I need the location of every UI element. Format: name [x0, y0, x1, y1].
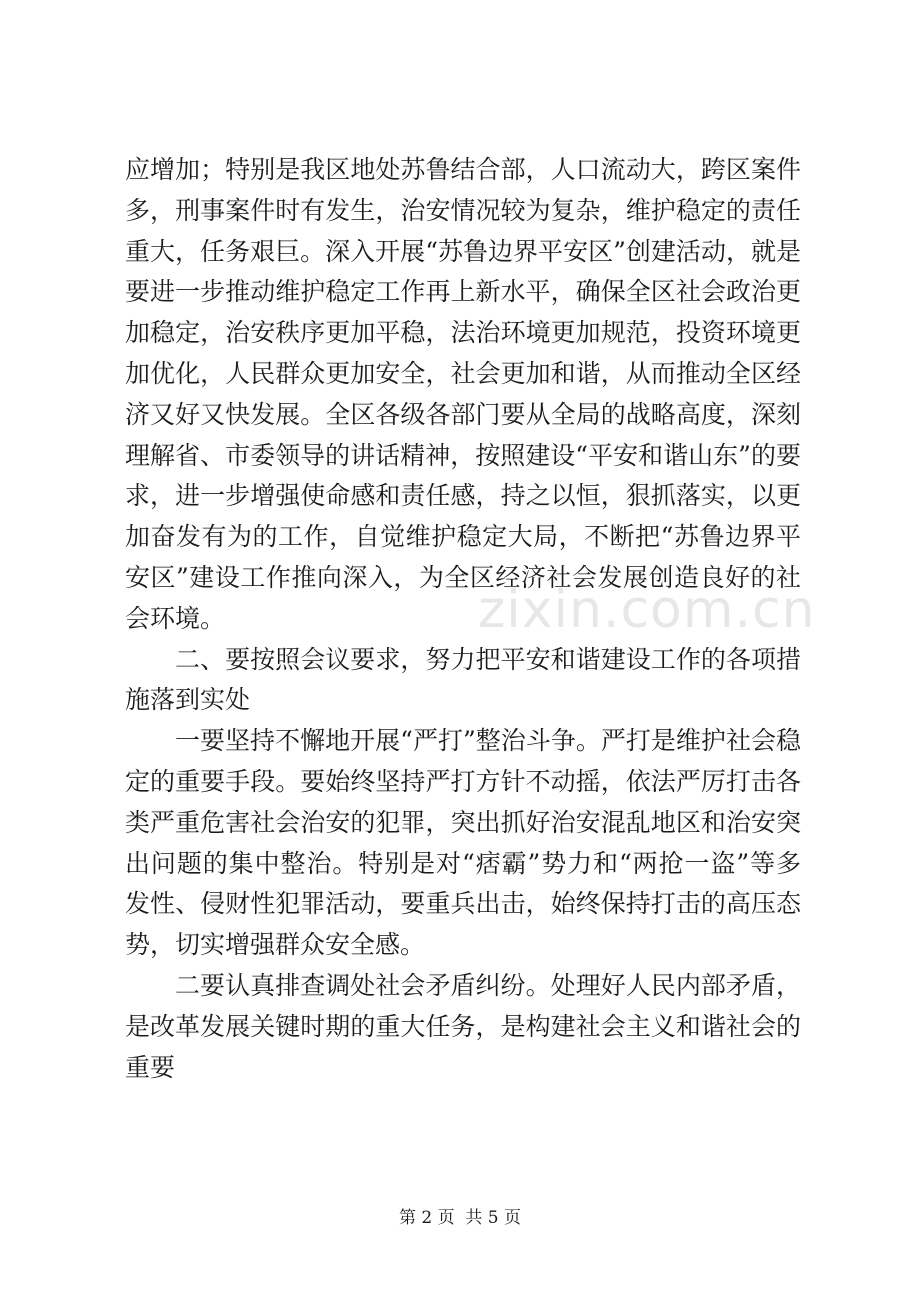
paragraph-3: 一要坚持不懈地开展“严打”整治斗争。严打是维护社会稳定的重要手段。要始终坚持严打方针不动摇，依法严厉打击各类严重危害社会治安的犯罪，突出抓好治安混乱地区和治安突出问题的集中整治。特别是对“痞霸”势力和“两抢一盗”等多发性、侵财性犯罪活动，要重兵出击，始终保持打击的高压态势，切实增强群众安全感。: [125, 726, 801, 960]
section-heading: 二、要按照会议要求，努力把平安和谐建设工作的各项措施落到实处: [125, 644, 801, 715]
page-footer: 第 2 页 共 5 页: [398, 1208, 522, 1228]
document-body: [125, 150, 801, 1088]
watermark: zixin.com.cn: [478, 580, 816, 640]
paragraph-4: 二要认真排查调处社会矛盾纠纷。处理好人民内部矛盾，是改革发展关键时期的重大任务，是构建社会主义和谐社会的重要: [125, 970, 801, 1082]
paragraph-1: 应增加；特别是我区地处苏鲁结合部，人口流动大，跨区案件多，刑事案件时有发生，治安情况较为复杂，维护稳定的责任重大，任务艰巨。深入开展“苏鲁边界平安区”创建活动，就是要进一步推动维护稳定工作再上新水平，确保全区社会政治更加稳定，治安秩序更加平稳，法治环境更加规范，投资环境更加优化，人民群众更加安全，社会更加和谐，从而推动全区经济又好又快发展。全区各级各部门要从全局的战略高度，深刻理解省、市委领导的讲话精神，按照建设“平安和谐山东”的要求，进一步增强使命感和责任感，持之以恒，狠抓落实，以更加奋发有为的工作，自觉维护稳定大局，不断把“苏鲁边界平安区”建设工作推向深入，为全区经济社会发展创造良好的社会环境。: [125, 155, 801, 633]
